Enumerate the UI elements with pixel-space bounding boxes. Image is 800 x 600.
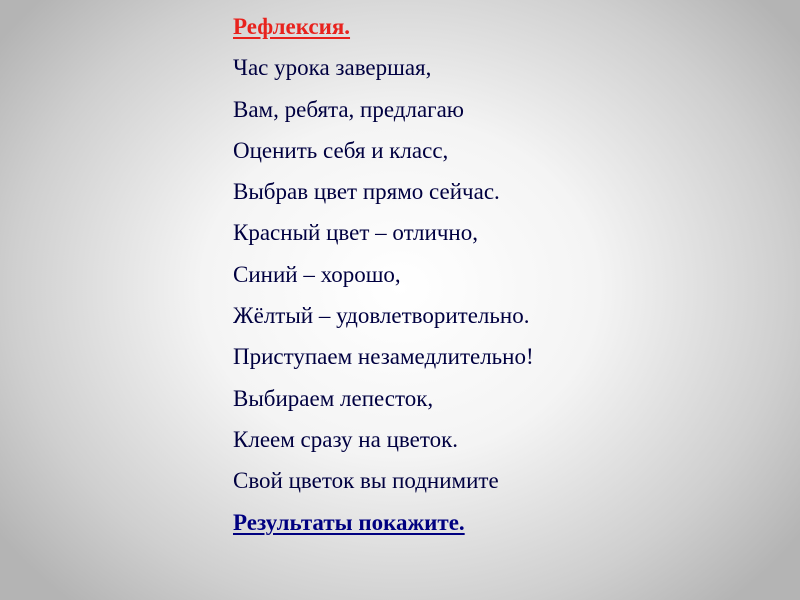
poem-line-4: Выбрав цвет прямо сейчас. — [233, 179, 500, 205]
poem-line-3: Оценить себя и класс, — [233, 137, 449, 163]
poem-text-block — [233, 6, 534, 543]
poem-line-5: Красный цвет – отлично, — [233, 220, 478, 246]
poem-line-1: Час урока завершая, — [233, 55, 432, 81]
poem-line-2: Вам, ребята, предлагаю — [233, 96, 464, 122]
poem-line-7: Жёлтый – удовлетворительно. — [233, 303, 530, 329]
poem-line-6: Синий – хорошо, — [233, 261, 401, 287]
poem-line-8: Приступаем незамедлительно! — [233, 344, 534, 370]
poem-line-9: Выбираем лепесток, — [233, 385, 434, 411]
poem-line-11: Свой цветок вы поднимите — [233, 468, 499, 494]
poem-line-10: Клеем сразу на цветок. — [233, 426, 458, 452]
poem-closing-line: Результаты покажите. — [233, 509, 465, 535]
slide-title: Рефлексия. — [233, 14, 351, 39]
